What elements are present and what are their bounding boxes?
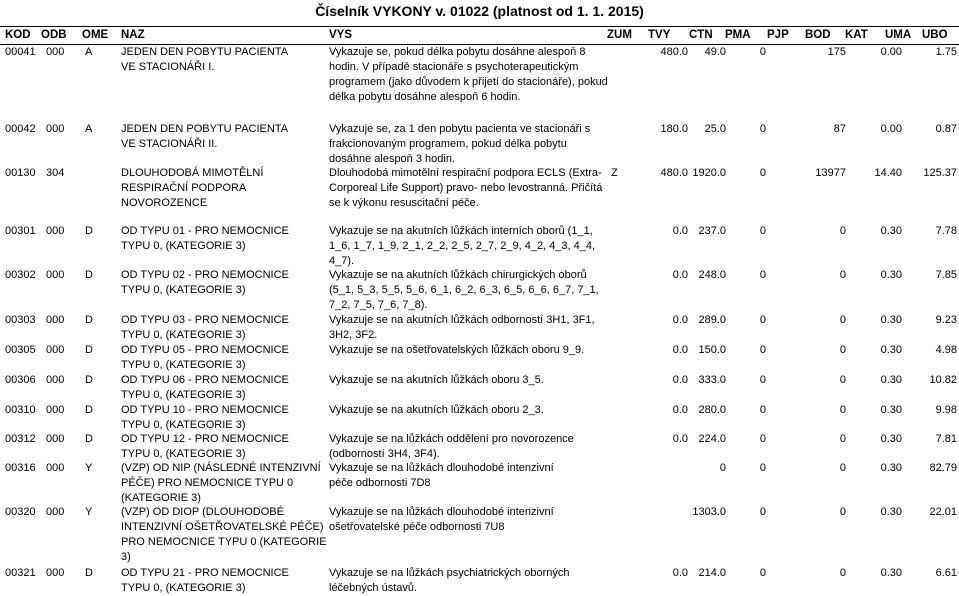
- cell-ubo: 82.79: [929, 462, 957, 474]
- cell-bod: 13977: [815, 167, 846, 179]
- cell-kod: 00310: [5, 404, 36, 416]
- cell-naz: OD TYPU 02 - PRO NEMOCNICE TYPU 0, (KATEGORIE 3): [121, 269, 289, 296]
- col-header-zum: ZUM: [607, 29, 632, 41]
- cell-vys: Vykazuje se, pokud délka pobytu dosáhne alespoň 8 hodin. V případě stacionáře s psychoterapeutickým programem (jako důvodem k přijetí do stacionáře), pokud délka pobytu dosáhne alespoň 6 hodin.: [329, 46, 608, 103]
- col-header-kod: KOD: [5, 29, 31, 41]
- cell-ome: D: [85, 433, 93, 445]
- cell-bod: 0: [839, 506, 846, 518]
- cell-pma: 0: [759, 269, 766, 281]
- col-header-uma: UMA: [885, 29, 912, 41]
- cell-ubo: 22.01: [929, 506, 957, 518]
- cell-ome: D: [85, 567, 93, 579]
- cell-vys: Dlouhodobá mimotělní respirační podpora ECLS (Extra-Corporeal Life Support) pravo- nebo levostranná. Přičítá se k výkonu resuscitační péče.: [329, 167, 603, 209]
- cell-kod: 00316: [5, 462, 36, 474]
- cell-odb: 000: [46, 404, 65, 416]
- cell-ome: Y: [85, 506, 93, 518]
- cell-vys: Vykazuje se na akutních lůžkách oboru 3_5.: [329, 374, 544, 386]
- cell-naz: OD TYPU 21 - PRO NEMOCNICE TYPU 0, (KATEGORIE 3): [121, 567, 289, 594]
- cell-bod: 0: [839, 269, 846, 281]
- cell-ctn: 289.0: [698, 314, 726, 326]
- cell-pma: 0: [759, 567, 766, 579]
- cell-pma: 0: [759, 374, 766, 386]
- col-header-pma: PMA: [725, 29, 751, 41]
- col-header-kat: KAT: [845, 29, 868, 41]
- cell-ctn: 25.0: [704, 123, 726, 135]
- cell-ctn: 150.0: [698, 344, 726, 356]
- cell-ome: D: [85, 374, 93, 386]
- cell-bod: 0: [839, 225, 846, 237]
- cell-ctn: 1303.0: [692, 506, 726, 518]
- cell-naz: OD TYPU 10 - PRO NEMOCNICE TYPU 0, (KATEGORIE 3): [121, 404, 289, 431]
- cell-bod: 0: [839, 374, 846, 386]
- document-title: Číselník VYKONY v. 01022 (platnost od 1. 1. 2015): [315, 3, 644, 19]
- cell-ctn: 1920.0: [692, 167, 726, 179]
- cell-pma: 0: [759, 462, 766, 474]
- cell-naz: JEDEN DEN POBYTU PACIENTA VE STACIONÁŘI I.: [121, 46, 288, 73]
- cell-uma: 0.30: [880, 506, 902, 518]
- cell-vys: Vykazuje se na lůžkách psychiatrických oborných léčebných ústavů.: [329, 567, 570, 594]
- col-header-ubo: UBO: [922, 29, 948, 41]
- cell-zum: Z: [611, 167, 618, 179]
- col-header-odb: ODB: [41, 29, 67, 41]
- cell-ctn: 280.0: [698, 404, 726, 416]
- cell-vys: Vykazuje se na akutních lůžkách odborností 3H1, 3F1, 3H2, 3F2.: [329, 314, 595, 341]
- cell-pma: 0: [759, 225, 766, 237]
- cell-ubo: 4.98: [935, 344, 957, 356]
- table-header: [0, 26, 959, 45]
- cell-tvy: 0.0: [672, 567, 688, 579]
- cell-kod: 00303: [5, 314, 36, 326]
- cell-kod: 00302: [5, 269, 36, 281]
- col-header-pjp: PJP: [767, 29, 789, 41]
- cell-vys: Vykazuje se na lůžkách dlouhodobé intenzivní péče odbornosti 7D8: [329, 462, 554, 489]
- cell-bod: 0: [839, 567, 846, 579]
- col-header-ctn: CTN: [689, 29, 713, 41]
- cell-odb: 000: [46, 123, 65, 135]
- cell-kod: 00321: [5, 567, 36, 579]
- cell-tvy: 180.0: [660, 123, 688, 135]
- col-header-vys: VYS: [329, 29, 353, 41]
- cell-odb: 000: [46, 225, 65, 237]
- cell-bod: 0: [839, 404, 846, 416]
- cell-bod: 87: [833, 123, 846, 135]
- cell-kod: 00306: [5, 374, 36, 386]
- cell-ctn: 0: [719, 462, 726, 474]
- cell-ubo: 6.61: [935, 567, 957, 579]
- cell-odb: 000: [46, 344, 65, 356]
- cell-uma: 0.30: [880, 269, 902, 281]
- cell-vys: Vykazuje se na akutních lůžkách oboru 2_3.: [329, 404, 544, 416]
- cell-ctn: 214.0: [698, 567, 726, 579]
- cell-odb: 000: [46, 433, 65, 445]
- cell-tvy: 480.0: [660, 167, 688, 179]
- cell-odb: 000: [46, 46, 65, 58]
- cell-tvy: 0.0: [672, 404, 688, 416]
- cell-naz: OD TYPU 03 - PRO NEMOCNICE TYPU 0, (KATEGORIE 3): [121, 314, 289, 341]
- cell-tvy: 0.0: [672, 225, 688, 237]
- cell-bod: 0: [839, 344, 846, 356]
- cell-ubo: 10.82: [929, 374, 957, 386]
- cell-bod: 0: [839, 433, 846, 445]
- cell-pma: 0: [759, 167, 766, 179]
- col-header-tvy: TVY: [648, 29, 671, 41]
- cell-odb: 000: [46, 314, 65, 326]
- cell-ubo: 9.23: [935, 314, 957, 326]
- cell-ctn: 248.0: [698, 269, 726, 281]
- col-header-ome: OME: [82, 29, 109, 41]
- cell-pma: 0: [759, 46, 766, 58]
- cell-pma: 0: [759, 433, 766, 445]
- cell-kod: 00305: [5, 344, 36, 356]
- cell-pma: 0: [759, 404, 766, 416]
- cell-kod: 00320: [5, 506, 36, 518]
- cell-vys: Vykazuje se na akutních lůžkách interních oborů (1_1, 1_6, 1_7, 1_9, 2_1, 2_2, 2_5, 2_7, 2_9, 4_2, 4_3, 4_4, 4_7).: [329, 225, 596, 267]
- cell-ubo: 7.78: [935, 225, 957, 237]
- cell-uma: 0.00: [880, 123, 902, 135]
- cell-ubo: 125.37: [923, 167, 957, 179]
- cell-vys: Vykazuje se na akutních lůžkách chirurgických oborů (5_1, 5_3, 5_5, 5_6, 6_1, 6_2, 6_3, 6_5, 6_6, 6_7, 7_1, 7_2, 7_5, 7_6, 7_8).: [329, 269, 599, 311]
- cell-bod: 0: [839, 462, 846, 474]
- cell-ome: D: [85, 269, 93, 281]
- cell-kod: 00312: [5, 433, 36, 445]
- cell-uma: 0.30: [880, 433, 902, 445]
- cell-ctn: 224.0: [698, 433, 726, 445]
- cell-uma: 0.30: [880, 462, 902, 474]
- cell-ctn: 49.0: [704, 46, 726, 58]
- cell-ubo: 7.81: [935, 433, 957, 445]
- cell-naz: OD TYPU 05 - PRO NEMOCNICE TYPU 0, (KATEGORIE 3): [121, 344, 289, 371]
- cell-tvy: 0.0: [672, 314, 688, 326]
- cell-ubo: 0.87: [935, 123, 957, 135]
- cell-uma: 0.00: [880, 46, 902, 58]
- cell-tvy: 0.0: [672, 374, 688, 386]
- cell-pma: 0: [759, 344, 766, 356]
- cell-tvy: 0.0: [672, 344, 688, 356]
- cell-bod: 175: [827, 46, 846, 58]
- cell-tvy: 480.0: [660, 46, 688, 58]
- cell-odb: 304: [46, 167, 65, 179]
- cell-odb: 000: [46, 374, 65, 386]
- cell-kod: 00042: [5, 123, 36, 135]
- cell-tvy: 0.0: [672, 269, 688, 281]
- cell-vys: Vykazuje se na lůžkách dlouhodobé intenzivní ošetřovatelské péče odbornosti 7U8: [329, 506, 554, 533]
- cell-odb: 000: [46, 506, 65, 518]
- cell-tvy: 0.0: [672, 433, 688, 445]
- cell-naz: (VZP) OD DIOP (DLOUHODOBÉ INTENZIVNÍ OŠETŘOVATELSKÉ PÉČE) PRO NEMOCNICE TYPU 0 (KATEGORIE 3): [121, 506, 327, 563]
- cell-ome: A: [85, 123, 93, 135]
- cell-ctn: 333.0: [698, 374, 726, 386]
- cell-naz: JEDEN DEN POBYTU PACIENTA VE STACIONÁŘI II.: [121, 123, 288, 150]
- cell-uma: 14.40: [874, 167, 902, 179]
- cell-odb: 000: [46, 567, 65, 579]
- cell-uma: 0.30: [880, 314, 902, 326]
- cell-ubo: 1.75: [935, 46, 957, 58]
- cell-uma: 0.30: [880, 374, 902, 386]
- cell-bod: 0: [839, 314, 846, 326]
- cell-odb: 000: [46, 269, 65, 281]
- cell-pma: 0: [759, 314, 766, 326]
- cell-pma: 0: [759, 123, 766, 135]
- cell-naz: (VZP) OD NIP (NÁSLEDNÉ INTENZIVNÍ PÉČE) PRO NEMOCNICE TYPU 0 (KATEGORIE 3): [121, 462, 321, 504]
- cell-pma: 0: [759, 506, 766, 518]
- col-header-bod: BOD: [805, 29, 831, 41]
- cell-naz: OD TYPU 12 - PRO NEMOCNICE TYPU 0, (KATEGORIE 3): [121, 433, 289, 460]
- cell-ctn: 237.0: [698, 225, 726, 237]
- cell-uma: 0.30: [880, 344, 902, 356]
- cell-ome: D: [85, 404, 93, 416]
- cell-odb: 000: [46, 462, 65, 474]
- cell-kod: 00041: [5, 46, 36, 58]
- cell-kod: 00301: [5, 225, 36, 237]
- cell-vys: Vykazuje se na lůžkách oddělení pro novorozence (odborností 3H4, 3F4).: [329, 433, 574, 460]
- cell-naz: OD TYPU 01 - PRO NEMOCNICE TYPU 0, (KATEGORIE 3): [121, 225, 289, 252]
- cell-uma: 0.30: [880, 225, 902, 237]
- cell-kod: 00130: [5, 167, 36, 179]
- cell-ubo: 7.85: [935, 269, 957, 281]
- cell-naz: DLOUHODOBÁ MIMOTĚLNÍ RESPIRAČNÍ PODPORA NOVOROZENCE: [121, 167, 264, 209]
- cell-ome: Y: [85, 462, 93, 474]
- cell-ome: A: [85, 46, 93, 58]
- cell-ome: D: [85, 225, 93, 237]
- cell-ubo: 9.98: [935, 404, 957, 416]
- cell-ome: D: [85, 314, 93, 326]
- cell-uma: 0.30: [880, 404, 902, 416]
- cell-vys: Vykazuje se, za 1 den pobytu pacienta ve stacionáři s frakcionovaným programem, pokud délka pobytu dosáhne alespoň 3 hodin.: [329, 123, 591, 165]
- cell-naz: OD TYPU 06 - PRO NEMOCNICE TYPU 0, (KATEGORIE 3): [121, 374, 289, 401]
- cell-ome: D: [85, 344, 93, 356]
- col-header-naz: NAZ: [121, 29, 145, 41]
- cell-vys: Vykazuje se na ošetřovatelských lůžkách oboru 9_9.: [329, 344, 585, 356]
- cell-uma: 0.30: [880, 567, 902, 579]
